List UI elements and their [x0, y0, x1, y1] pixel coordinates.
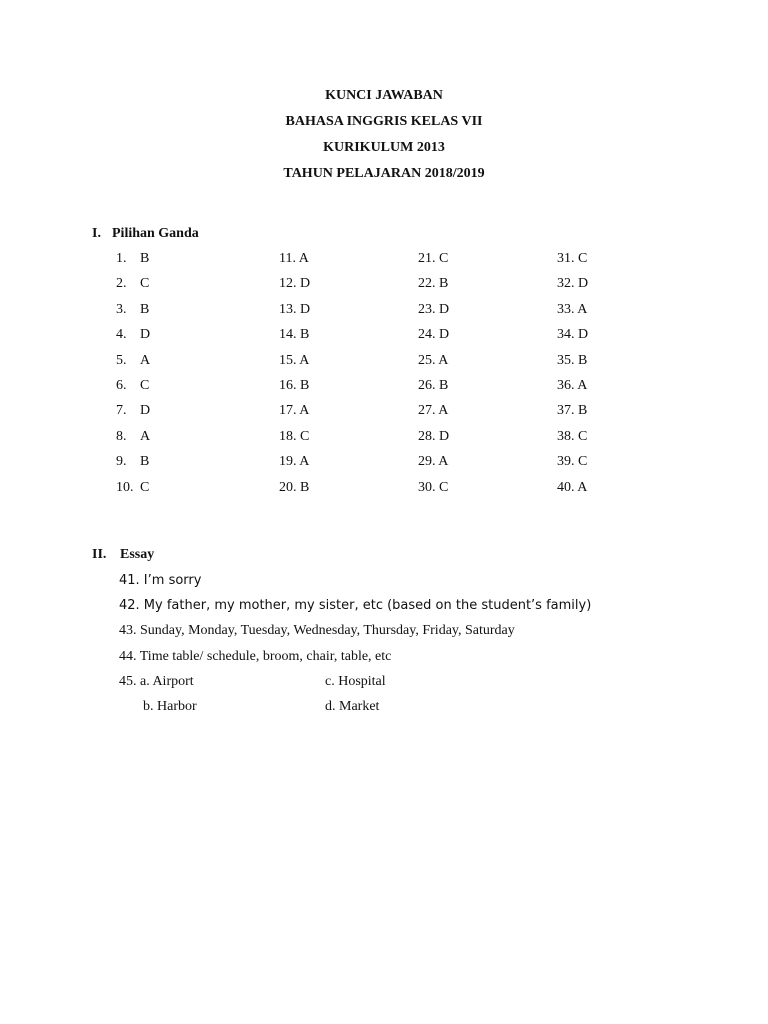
answer-row	[0, 250, 768, 275]
answer-letter: B	[578, 403, 588, 419]
essay-answer-42: 42. My father, my mother, my sister, etc (based on the student’s family)	[119, 598, 592, 614]
answer-letter: D	[439, 428, 450, 444]
answer-number: 16.	[279, 377, 297, 393]
answer-item	[116, 428, 150, 446]
document-header	[0, 86, 768, 190]
answer-letter: D	[578, 327, 589, 343]
answer-number: 26.	[418, 377, 436, 393]
answer-number: 37.	[557, 403, 575, 419]
answer-letter: D	[300, 301, 311, 317]
answer-row	[0, 479, 768, 504]
header-school-year: TAHUN PELAJARAN 2018/2019	[283, 166, 485, 181]
answer-item	[557, 275, 588, 293]
answer-number: 10.	[116, 479, 134, 495]
answer-row	[0, 301, 768, 326]
answer-letter: C	[578, 454, 588, 470]
essay-answer-45c: c. Hospital	[325, 673, 386, 689]
answer-number: 34.	[557, 327, 575, 343]
answer-number: 22.	[418, 276, 436, 292]
answer-number: 7.	[116, 403, 127, 419]
section-label: Essay	[120, 547, 155, 562]
answer-item	[279, 275, 310, 293]
answer-letter: A	[298, 251, 309, 266]
answer-number: 1.	[116, 251, 127, 266]
answer-number: 14.	[279, 327, 297, 343]
answer-number: 2.	[116, 276, 127, 292]
answer-letter: A	[577, 479, 588, 495]
answer-item	[557, 250, 587, 268]
answer-letter: B	[140, 301, 150, 317]
answer-item	[279, 377, 309, 395]
answer-letter: B	[439, 276, 449, 292]
answer-item	[557, 453, 587, 471]
answer-row	[0, 352, 768, 377]
header-curriculum: KURIKULUM 2013	[323, 140, 445, 155]
answer-number: 8.	[116, 428, 127, 444]
essay-answer-41: 41. I’m sorry	[119, 573, 202, 588]
answer-item	[116, 250, 149, 268]
answer-letter: B	[300, 479, 310, 495]
essay-answers	[119, 572, 759, 723]
answer-item	[557, 377, 587, 395]
answer-item	[418, 402, 448, 420]
answer-row	[0, 402, 768, 427]
answer-letter: A	[299, 352, 310, 368]
answer-item	[116, 402, 150, 420]
answer-number: 15.	[279, 352, 297, 368]
answer-number: 23.	[418, 301, 436, 317]
answer-letter: B	[439, 377, 449, 393]
answer-letter: C	[140, 479, 150, 495]
answer-number: 32.	[557, 276, 575, 292]
essay-answer-45d: d. Market	[325, 698, 380, 714]
answer-item	[557, 301, 587, 319]
section-number: I.	[92, 226, 101, 241]
answer-letter: B	[300, 377, 310, 393]
answer-item	[418, 479, 448, 497]
answer-letter: D	[140, 403, 151, 419]
answer-number: 24.	[418, 327, 436, 343]
answer-row	[0, 326, 768, 351]
answer-row	[0, 453, 768, 478]
answer-item	[116, 453, 149, 471]
answer-number: 4.	[116, 327, 127, 343]
answer-item	[418, 377, 448, 395]
essay-answer-45b: b. Harbor	[143, 698, 197, 714]
answer-item	[116, 326, 150, 344]
answer-number: 36.	[557, 377, 575, 393]
answer-item	[557, 326, 588, 344]
answer-letter: C	[578, 251, 588, 266]
answer-number: 39.	[557, 454, 575, 470]
answer-number: 28.	[418, 428, 436, 444]
multiple-choice-answer-grid	[0, 250, 768, 504]
answer-number: 33.	[557, 301, 575, 317]
answer-item	[418, 275, 448, 293]
section-number: II.	[92, 547, 107, 562]
essay-answer-44: 44. Time table/ schedule, broom, chair, table, etc	[119, 648, 392, 664]
answer-letter: B	[578, 352, 588, 368]
section-label: Pilihan Ganda	[112, 226, 199, 241]
answer-number: 13.	[279, 301, 297, 317]
answer-letter: A	[140, 352, 151, 368]
answer-item	[279, 250, 309, 268]
essay-answer-45-row-2	[119, 698, 759, 723]
header-subject: BAHASA INGGRIS KELAS VII	[285, 114, 483, 129]
answer-item	[557, 402, 587, 420]
answer-item	[418, 352, 448, 370]
answer-item	[557, 428, 587, 446]
answer-number: 38.	[557, 428, 575, 444]
essay-answer-45a: 45. a. Airport	[119, 673, 194, 689]
answer-letter: A	[438, 454, 449, 470]
answer-letter: A	[577, 301, 588, 317]
answer-number: 21.	[418, 251, 436, 266]
answer-letter: A	[140, 428, 151, 444]
answer-letter: A	[299, 454, 310, 470]
answer-letter: B	[300, 327, 310, 343]
answer-number: 17.	[279, 403, 297, 419]
header-title: KUNCI JAWABAN	[325, 88, 443, 103]
answer-letter: A	[438, 403, 449, 419]
answer-item	[557, 352, 587, 370]
answer-item	[418, 301, 449, 319]
answer-row	[0, 275, 768, 300]
answer-number: 31.	[557, 251, 575, 266]
answer-number: 9.	[116, 454, 127, 470]
essay-answer-43: 43. Sunday, Monday, Tuesday, Wednesday, Thursday, Friday, Saturday	[119, 623, 515, 639]
answer-item	[116, 377, 149, 395]
answer-letter: D	[439, 327, 450, 343]
answer-letter: C	[300, 428, 310, 444]
answer-letter: A	[299, 403, 310, 419]
answer-letter: D	[578, 276, 589, 292]
answer-row	[0, 377, 768, 402]
answer-number: 6.	[116, 377, 127, 393]
answer-item	[418, 250, 448, 268]
answer-number: 30.	[418, 479, 436, 495]
answer-item	[279, 301, 310, 319]
answer-letter: B	[140, 454, 150, 470]
answer-item	[279, 479, 309, 497]
answer-number: 25.	[418, 352, 436, 368]
answer-number: 18.	[279, 428, 297, 444]
answer-number: 27.	[418, 403, 436, 419]
answer-number: 20.	[279, 479, 297, 495]
answer-number: 29.	[418, 454, 436, 470]
answer-row	[0, 428, 768, 453]
answer-letter: A	[577, 377, 588, 393]
answer-letter: B	[140, 251, 150, 266]
answer-letter: A	[438, 352, 449, 368]
answer-item	[116, 301, 149, 319]
answer-letter: C	[140, 377, 150, 393]
answer-number: 12.	[279, 276, 297, 292]
answer-number: 11.	[279, 251, 296, 266]
answer-item	[418, 453, 448, 471]
section-essay-title	[92, 547, 154, 563]
answer-item	[116, 352, 150, 370]
answer-item	[418, 326, 449, 344]
answer-letter: D	[300, 276, 311, 292]
answer-item	[557, 479, 587, 497]
answer-letter: C	[439, 479, 449, 495]
answer-item	[279, 428, 309, 446]
answer-item	[116, 479, 149, 497]
answer-item	[279, 326, 309, 344]
answer-number: 40.	[557, 479, 575, 495]
essay-answer-45-row-1	[119, 673, 759, 698]
answer-letter: C	[140, 276, 150, 292]
section-multiple-choice-title	[92, 226, 199, 242]
answer-number: 3.	[116, 301, 127, 317]
answer-item	[279, 352, 309, 370]
answer-letter: C	[578, 428, 588, 444]
answer-letter: C	[439, 251, 449, 266]
answer-number: 35.	[557, 352, 575, 368]
answer-item	[418, 428, 449, 446]
answer-number: 5.	[116, 352, 127, 368]
answer-letter: D	[439, 301, 450, 317]
answer-item	[279, 453, 309, 471]
answer-item	[279, 402, 309, 420]
answer-item	[116, 275, 149, 293]
answer-number: 19.	[279, 454, 297, 470]
answer-letter: D	[140, 327, 151, 343]
